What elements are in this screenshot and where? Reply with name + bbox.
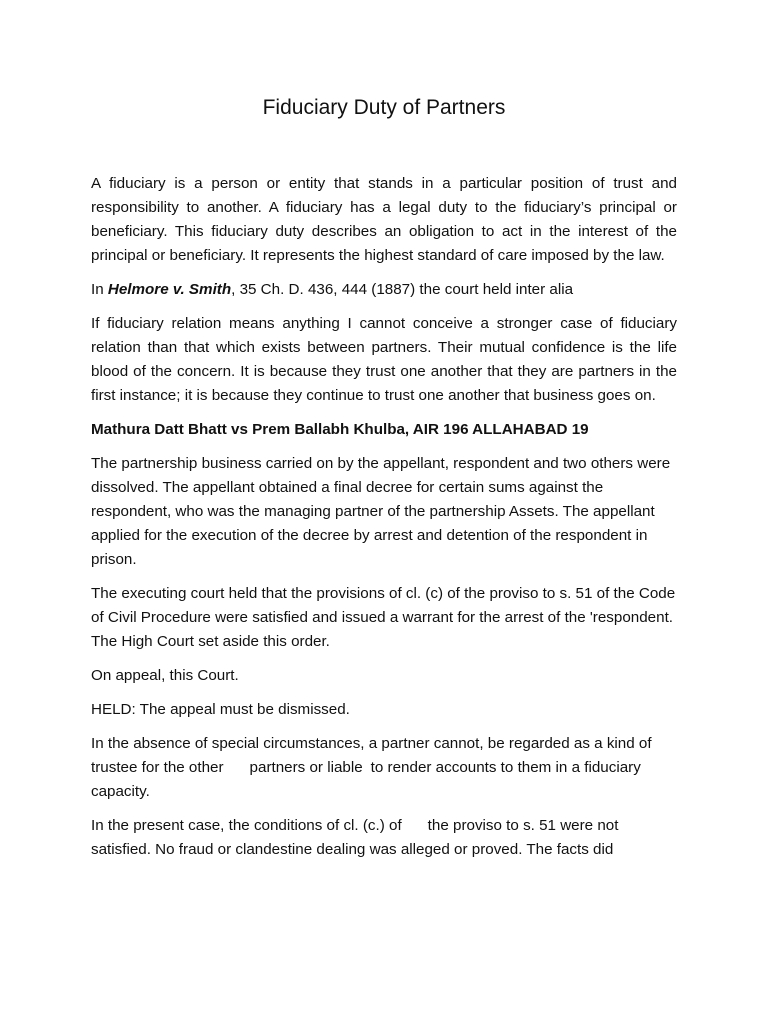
absence-text-b: partners or liable [249, 759, 363, 776]
present-text-a: In the present case, the conditions of cl. (c.) of [91, 817, 402, 834]
executing-court-paragraph: The executing court held that the provisions of cl. (c) of the proviso to s. 51 of the Code of Civil Procedure were satisfied and issued a warrant for the arrest of the 'respondent. The High Court set aside this order. [91, 585, 676, 650]
quote-paragraph: If fiduciary relation means anything I cannot conceive a stronger case of fiduciary relation than that which exists between partners. Their mutual confidence is the life blood of the concern. It is because they trust one another that they are partners in the first instance; it is because they continue to trust one another that business goes on. [91, 315, 677, 404]
present-case-paragraph [91, 814, 677, 862]
definition-paragraph: A fiduciary is a person or entity that stands in a particular position of trust and responsibility to another. A fiduciary has a legal duty to the fiduciary’s principal or beneficiary. This fiduciary duty describes an obligation to act in the interest of the principal or beneficiary. It represents the highest standard of care imposed by the law. [91, 175, 677, 264]
absence-text-a: In the absence of special circumstances, a partner cannot, be regarded as a kind of trustee for the other [91, 735, 652, 776]
helmore-case-name: Helmore v. Smith [107, 281, 232, 298]
facts-paragraph: The partnership business carried on by the appellant, respondent and two others were dissolved. The appellant obtained a final decree for certain sums against the respondent, who was the managing partner of the partnership Assets. The appellant applied for the execution of the decree by arrest and detention of the respondent in prison. [91, 455, 671, 568]
present-text-b: the proviso to s. 51 were not satisfied. No fraud or clandestine dealing was alleged or proved. The facts did [91, 817, 619, 858]
helmore-prefix: In [91, 281, 108, 298]
document-body [91, 172, 677, 872]
absence-paragraph [91, 732, 677, 804]
on-appeal-paragraph: On appeal, this Court. [91, 667, 239, 684]
held-paragraph: HELD: The appeal must be dismissed. [91, 701, 350, 718]
document-title: Fiduciary Duty of Partners [262, 96, 506, 119]
absence-text-c: to render accounts to them in a fiduciary capacity. [91, 759, 641, 800]
mathura-case-heading: Mathura Datt Bhatt vs Prem Ballabh Khulba, AIR 196 ALLAHABAD 19 [91, 421, 589, 438]
helmore-citation: , 35 Ch. D. 436, 444 (1887) the court held inter alia [231, 281, 574, 298]
helmore-paragraph [91, 278, 677, 302]
